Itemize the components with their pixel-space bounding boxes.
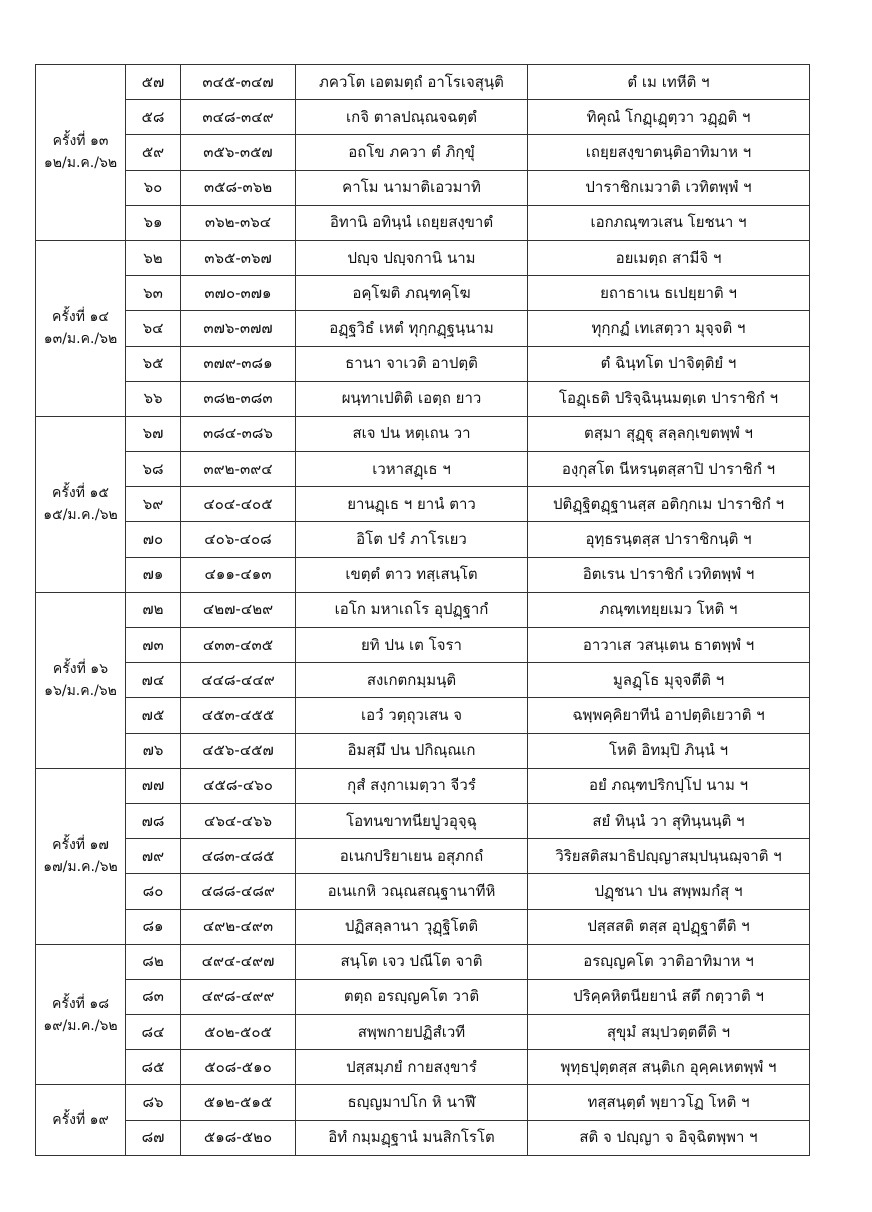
page-range: ๔๙๒-๔๙๓ (181, 909, 296, 944)
end-passage: เถยฺยสงฺขาตนฺติอาทิมาห ฯ (528, 135, 810, 170)
lesson-number: ๘๒ (126, 944, 181, 979)
page-range: ๔๙๔-๔๙๗ (181, 944, 296, 979)
session-label: ครั้งที่ ๑๙ (52, 1112, 109, 1129)
table-row (36, 1050, 810, 1085)
page-range: ๓๕๘-๓๖๒ (181, 170, 296, 205)
table-row (36, 733, 810, 768)
lesson-number: ๕๘ (126, 100, 181, 135)
table-row (36, 452, 810, 487)
start-passage: ยานฏฺเธ ฯ ยานํ ตาว (296, 487, 528, 522)
table-row (36, 557, 810, 592)
table-row (36, 803, 810, 838)
start-passage: เขตฺตํ ตาว ทสฺเสนฺโต (296, 557, 528, 592)
page-range: ๕๑๒-๕๑๕ (181, 1085, 296, 1120)
session-date: ๑๖/ม.ค./๖๒ (44, 683, 117, 700)
start-passage: ธานา จาเวติ อาปตฺติ (296, 346, 528, 381)
table-row (36, 979, 810, 1014)
session-date: ๑๕/ม.ค./๖๒ (43, 507, 118, 524)
start-passage: อิโต ปรํ ภาโรเยว (296, 522, 528, 557)
page-range: ๓๕๖-๓๕๗ (181, 135, 296, 170)
lesson-number: ๗๓ (126, 628, 181, 663)
start-passage: เกจิ ตาลปณฺณจฉตฺตํ (296, 100, 528, 135)
session-cell (36, 416, 126, 592)
start-passage: อเนเกหิ วณฺณสณฺฐานาทีหิ (296, 874, 528, 909)
lesson-number: ๖๓ (126, 276, 181, 311)
page-range: ๓๗๙-๓๘๑ (181, 346, 296, 381)
start-passage: อถโข ภควา ตํ ภิกฺขุํ (296, 135, 528, 170)
start-passage: ปฏิสลฺลานา วุฏฺฐิโตติ (296, 909, 528, 944)
table-row (36, 1085, 810, 1120)
lesson-number: ๗๙ (126, 839, 181, 874)
start-passage: อิทานิ อทินฺนํ เถยฺยสงฺขาตํ (296, 205, 528, 240)
end-passage: อิตเรน ปาราชิกํ เวทิตพฺพํ ฯ (528, 557, 810, 592)
start-passage: ผนฺทาเปติติ เอตฺถ ยาว (296, 381, 528, 416)
session-cell (36, 65, 126, 241)
session-cell (36, 592, 126, 768)
table-row (36, 346, 810, 381)
end-passage: อยเมตฺถ สามีจิ ฯ (528, 240, 810, 275)
page-range: ๕๐๒-๕๐๕ (181, 1015, 296, 1050)
lesson-number: ๗๗ (126, 768, 181, 803)
start-passage: ธญฺญมาปโก หิ นาฬึ (296, 1085, 528, 1120)
session-label: ครั้งที่ ๑๗ (52, 837, 109, 854)
page-range: ๔๖๔-๔๖๖ (181, 803, 296, 838)
page-range: ๔๐๖-๔๐๘ (181, 522, 296, 557)
end-passage: องฺกุสโต นีหรนฺตสฺสาปิ ปาราชิกํ ฯ (528, 452, 810, 487)
session-date: ๑๙/ม.ค./๖๒ (43, 1017, 118, 1034)
page-range: ๓๘๒-๓๘๓ (181, 381, 296, 416)
lesson-number: ๘๖ (126, 1085, 181, 1120)
end-passage: สุขุมํ สมฺปวตฺตตีติ ฯ (528, 1015, 810, 1050)
lesson-number: ๗๐ (126, 522, 181, 557)
session-cell (36, 240, 126, 416)
table-row (36, 1015, 810, 1050)
start-passage: ยทิ ปน เต โจรา (296, 628, 528, 663)
start-passage: อิมสฺมึ ปน ปกิณฺณเก (296, 733, 528, 768)
lesson-number: ๘๕ (126, 1050, 181, 1085)
end-passage: ปริคฺคหิตนียยานํ สตึ กตฺวาติ ฯ (528, 979, 810, 1014)
page-range: ๔๕๓-๔๕๕ (181, 698, 296, 733)
table-row (36, 909, 810, 944)
page-range: ๔๕๖-๔๕๗ (181, 733, 296, 768)
start-passage: ปสฺสมฺภยํ กายสงฺขารํ (296, 1050, 528, 1085)
end-passage: โหติ อิทมฺปิ ภินฺนํ ฯ (528, 733, 810, 768)
start-passage: ภควโต เอตมตฺถํ อาโรเจสุนฺติ (296, 65, 528, 100)
end-passage: สติ จ ปญฺญา จ อิจฺฉิตพฺพา ฯ (528, 1120, 810, 1155)
end-passage: ทิคุณํ โกฏฺเฏฺตฺวา วฏฺฏติ ฯ (528, 100, 810, 135)
lesson-number: ๗๖ (126, 733, 181, 768)
table-row (36, 487, 810, 522)
lesson-number: ๘๓ (126, 979, 181, 1014)
end-passage: โอฏฺเธติ ปริจฺฉินฺนมตฺเต ปาราชิกํ ฯ (528, 381, 810, 416)
table-row (36, 839, 810, 874)
table-row (36, 698, 810, 733)
start-passage: สงเกตกมฺมนฺติ (296, 663, 528, 698)
lesson-number: ๗๒ (126, 592, 181, 627)
end-passage: ปสฺสสติ ตสฺส อุปฏฺฐาตีติ ฯ (528, 909, 810, 944)
page-range: ๔๘๘-๔๘๙ (181, 874, 296, 909)
lesson-number: ๗๔ (126, 663, 181, 698)
session-date: ๑๓/ม.ค./๖๒ (43, 331, 118, 348)
lesson-number: ๖๔ (126, 311, 181, 346)
page-range: ๓๗๖-๓๗๗ (181, 311, 296, 346)
table-row (36, 768, 810, 803)
page-range: ๔๕๘-๔๖๐ (181, 768, 296, 803)
start-passage: คาโม นามาติเอวมาทิ (296, 170, 528, 205)
session-label: ครั้งที่ ๑๔ (52, 309, 109, 326)
page-range: ๓๖๒-๓๖๔ (181, 205, 296, 240)
end-passage: มูลฏฺโธ มุจฺจตีติ ฯ (528, 663, 810, 698)
end-passage: ทสฺสนฺตฺตํ พฺยาวโฏ โหติ ฯ (528, 1085, 810, 1120)
start-passage: ตตฺถ อรญฺญคโต วาติ (296, 979, 528, 1014)
start-passage: อเนกปริยาเยน อสุภกถํ (296, 839, 528, 874)
end-passage: ยถาธาเน ธเปยฺยาติ ฯ (528, 276, 810, 311)
lesson-number: ๖๐ (126, 170, 181, 205)
table-row (36, 874, 810, 909)
end-passage: ตํ ฉินฺทโต ปาจิตฺติยํ ฯ (528, 346, 810, 381)
lesson-number: ๖๗ (126, 416, 181, 451)
end-passage: อุทฺธรนฺตสฺส ปาราชิกนฺติ ฯ (528, 522, 810, 557)
table-row (36, 1120, 810, 1155)
lesson-number: ๖๖ (126, 381, 181, 416)
session-cell (36, 944, 126, 1085)
start-passage: สนฺโต เจว ปณีโต จาติ (296, 944, 528, 979)
end-passage: ทุกฺกฏํ เทเสตฺวา มุจฺจติ ฯ (528, 311, 810, 346)
start-passage: เวหาสฏฺเธ ฯ (296, 452, 528, 487)
table-row (36, 205, 810, 240)
page-range: ๓๙๒-๓๙๔ (181, 452, 296, 487)
page-range: ๔๐๔-๔๐๕ (181, 487, 296, 522)
start-passage: โอทนขาทนียปูวอุจฺฉุ (296, 803, 528, 838)
page-range: ๔๘๓-๔๘๕ (181, 839, 296, 874)
session-label: ครั้งที่ ๑๖ (52, 661, 109, 678)
session-date: ๑๗/ม.ค./๖๒ (43, 859, 118, 876)
study-schedule-table (35, 64, 810, 1156)
session-label: ครั้งที่ ๑๘ (51, 995, 110, 1012)
page-range: ๓๖๕-๓๖๗ (181, 240, 296, 275)
end-passage: ตํ เม เทหีติ ฯ (528, 65, 810, 100)
page-range: ๓๗๐-๓๗๑ (181, 276, 296, 311)
lesson-number: ๕๗ (126, 65, 181, 100)
table-row (36, 276, 810, 311)
end-passage: วิริยสติสมาธิปญฺญาสมฺปนฺนฌฺจาติ ฯ (528, 839, 810, 874)
table-row (36, 311, 810, 346)
page-range: ๔๑๑-๔๑๓ (181, 557, 296, 592)
table-row (36, 592, 810, 627)
page-range: ๔๔๘-๔๔๙ (181, 663, 296, 698)
table-row (36, 65, 810, 100)
end-passage: ภณฺฑเทยฺยเมว โหติ ฯ (528, 592, 810, 627)
lesson-number: ๖๕ (126, 346, 181, 381)
start-passage: กุสํ สงฺกาเมตฺวา จีวรํ (296, 768, 528, 803)
end-passage: อรญฺญคโต วาติอาทิมาห ฯ (528, 944, 810, 979)
end-passage: ฉพฺพคฺคิยาทีนํ อาปตฺติเยวาติ ฯ (528, 698, 810, 733)
schedule-body (36, 65, 810, 1156)
end-passage: ตสฺมา สุฏฺฐุ สลฺลกฺเขตพฺพํ ฯ (528, 416, 810, 451)
lesson-number: ๘๑ (126, 909, 181, 944)
end-passage: สยํ ทินฺนํ วา สุทินฺนนฺติ ฯ (528, 803, 810, 838)
end-passage: ปาราชิกเมวาติ เวทิตพฺพํ ฯ (528, 170, 810, 205)
end-passage: ปฏฺชนา ปน สพฺพมกํสุ ฯ (528, 874, 810, 909)
start-passage: เอวํ วตฺถุวเสน จ (296, 698, 528, 733)
table-row (36, 663, 810, 698)
lesson-number: ๖๙ (126, 487, 181, 522)
lesson-number: ๘๗ (126, 1120, 181, 1155)
table-row (36, 416, 810, 451)
end-passage: อยํ ภณฺฑปริกปฺโป นาม ฯ (528, 768, 810, 803)
lesson-number: ๕๙ (126, 135, 181, 170)
lesson-number: ๗๘ (126, 803, 181, 838)
session-label: ครั้งที่ ๑๕ (52, 485, 109, 502)
lesson-number: ๘๐ (126, 874, 181, 909)
lesson-number: ๗๕ (126, 698, 181, 733)
table-row (36, 522, 810, 557)
end-passage: พุทฺธปุตฺตสฺส สนฺติเก อุคฺคเหตพฺพํ ฯ (528, 1050, 810, 1085)
session-cell (36, 768, 126, 944)
page-range: ๔๓๓-๔๓๕ (181, 628, 296, 663)
lesson-number: ๖๘ (126, 452, 181, 487)
start-passage: อคฺโฆติ ภณฺฑคฺโฆ (296, 276, 528, 311)
lesson-number: ๘๔ (126, 1015, 181, 1050)
page-range: ๕๑๘-๕๒๐ (181, 1120, 296, 1155)
start-passage: สพฺพกายปฏิสํเวที (296, 1015, 528, 1050)
lesson-number: ๖๑ (126, 205, 181, 240)
session-label: ครั้งที่ ๑๓ (52, 133, 109, 150)
table-row (36, 240, 810, 275)
page-range: ๓๔๘-๓๔๙ (181, 100, 296, 135)
page-range: ๓๘๔-๓๘๖ (181, 416, 296, 451)
page-range: ๔๒๗-๔๒๙ (181, 592, 296, 627)
table-row (36, 381, 810, 416)
end-passage: ปติฏฺฐิตฏฺฐานสฺส อติกฺกเม ปาราชิกํ ฯ (528, 487, 810, 522)
session-cell (36, 1085, 126, 1155)
end-passage: เอกภณฺฑวเสน โยชนา ฯ (528, 205, 810, 240)
start-passage: สเจ ปน หตฺเถน วา (296, 416, 528, 451)
table-row (36, 944, 810, 979)
table-row (36, 170, 810, 205)
start-passage: อิทํ กมฺมฏฺฐานํ มนสิกโรโต (296, 1120, 528, 1155)
lesson-number: ๗๑ (126, 557, 181, 592)
start-passage: เอโก มหาเถโร อุปฏฺฐากํ (296, 592, 528, 627)
table-row (36, 135, 810, 170)
end-passage: อาวาเส วสนฺเตน ธาตพฺพํ ฯ (528, 628, 810, 663)
start-passage: อฏฺฐวิธํ เหตํ ทุกฺกฏฺฐนฺนาม (296, 311, 528, 346)
session-date: ๑๒/ม.ค./๖๒ (43, 155, 118, 172)
start-passage: ปญฺจ ปญฺจกานิ นาม (296, 240, 528, 275)
page-range: ๔๙๘-๔๙๙ (181, 979, 296, 1014)
table-row (36, 100, 810, 135)
lesson-number: ๖๒ (126, 240, 181, 275)
page-range: ๕๐๘-๕๑๐ (181, 1050, 296, 1085)
table-row (36, 628, 810, 663)
page-range: ๓๔๕-๓๔๗ (181, 65, 296, 100)
